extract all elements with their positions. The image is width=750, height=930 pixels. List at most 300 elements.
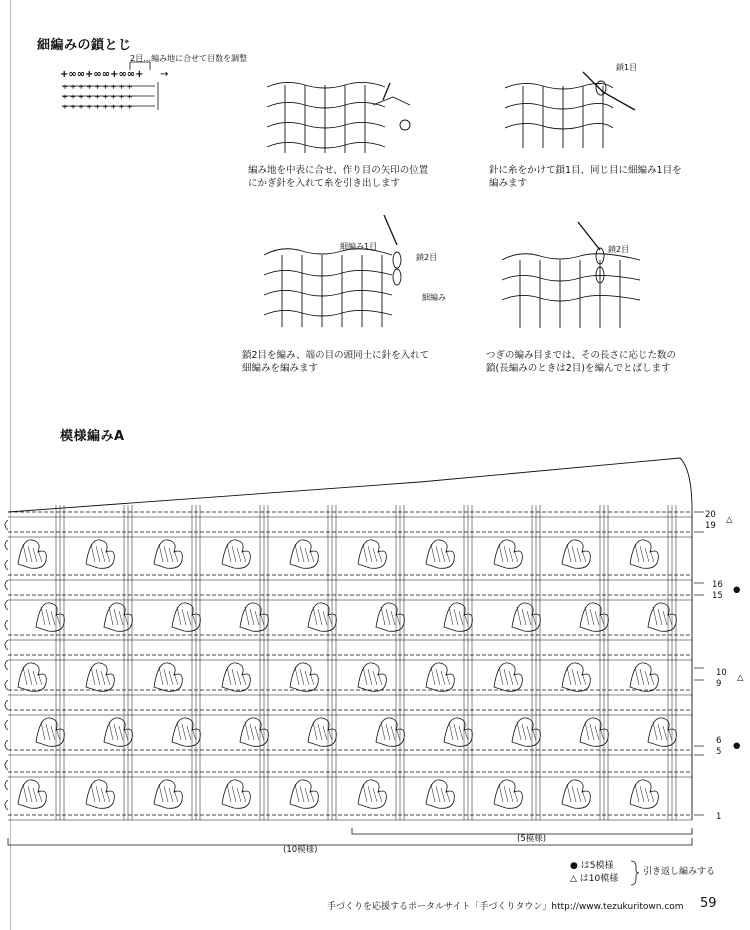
motif-stitch bbox=[295, 544, 299, 562]
motif-stitch bbox=[577, 548, 581, 562]
edge-turn bbox=[5, 580, 8, 590]
motif-stitch bbox=[595, 726, 599, 740]
motif-cluster bbox=[222, 780, 250, 808]
motif-stitch bbox=[572, 786, 576, 802]
motif-stitch bbox=[101, 788, 105, 802]
motif-stitch bbox=[300, 546, 304, 562]
motif-stitch bbox=[446, 673, 450, 685]
motif-shape bbox=[562, 663, 590, 691]
motif-stitch bbox=[51, 726, 55, 740]
motif-shape bbox=[86, 540, 114, 568]
motif-stitch bbox=[242, 790, 246, 802]
motif-stitch bbox=[46, 609, 50, 625]
section-title-pattern-a: 模様編みA bbox=[60, 429, 125, 444]
motif-stitch bbox=[323, 726, 327, 740]
motif-shape bbox=[18, 540, 46, 568]
motif-cluster bbox=[290, 780, 318, 808]
motif-stitch bbox=[577, 788, 581, 802]
motif-cluster bbox=[426, 663, 454, 691]
motif-stitch bbox=[313, 722, 317, 740]
motif-stitch bbox=[436, 546, 440, 562]
motif-stitch bbox=[567, 544, 571, 562]
motif-stitch bbox=[378, 550, 382, 562]
motif-stitch bbox=[663, 726, 667, 740]
motif-stitch bbox=[101, 671, 105, 685]
motif-cluster bbox=[494, 540, 522, 568]
motif-stitch bbox=[295, 784, 299, 802]
motif-stitch bbox=[33, 548, 37, 562]
motif-stitch bbox=[33, 671, 37, 685]
motif-stitch bbox=[600, 613, 604, 625]
motif-cluster bbox=[358, 780, 386, 808]
motif-stitch bbox=[499, 784, 503, 802]
step3-label-sc1: 細編み1目 bbox=[340, 242, 378, 251]
motif-shape bbox=[18, 663, 46, 691]
motif-cluster bbox=[562, 540, 590, 568]
legend-triangle-text: は10模様 bbox=[579, 874, 619, 884]
motif-shape bbox=[154, 780, 182, 808]
motif-stitch bbox=[464, 728, 468, 740]
legend-note: 引き返し編みする bbox=[643, 867, 716, 877]
motif-stitch bbox=[41, 607, 45, 625]
step2-caption bbox=[489, 164, 682, 190]
motif-stitch bbox=[650, 790, 654, 802]
motif-stitch bbox=[114, 609, 118, 625]
motif-cluster bbox=[426, 540, 454, 568]
step3-caption bbox=[242, 349, 429, 375]
motif-stitch bbox=[522, 609, 526, 625]
motif-stitch bbox=[653, 722, 657, 740]
edge-turn bbox=[5, 700, 8, 710]
motif-stitch bbox=[232, 546, 236, 562]
motif-shape bbox=[494, 540, 522, 568]
edge-turn bbox=[5, 520, 8, 530]
motif-stitch bbox=[514, 790, 518, 802]
row-label-6: 6 bbox=[716, 736, 722, 746]
motif-stitch bbox=[522, 724, 526, 740]
step4-caption bbox=[486, 349, 676, 375]
page-number: 59 bbox=[700, 896, 717, 911]
chart-top-edge bbox=[8, 458, 680, 512]
motif-cluster bbox=[18, 780, 46, 808]
motif-stitch bbox=[177, 722, 181, 740]
motif-shape bbox=[222, 663, 250, 691]
edge-turn bbox=[5, 680, 8, 690]
motif-stitch bbox=[514, 550, 518, 562]
motif-stitch bbox=[509, 788, 513, 802]
row-label-5: 5 bbox=[716, 747, 722, 757]
motif-stitch bbox=[318, 609, 322, 625]
motif-stitch bbox=[391, 611, 395, 625]
edge-turn bbox=[5, 600, 8, 610]
edge-turn bbox=[5, 540, 8, 550]
motif-stitch bbox=[33, 788, 37, 802]
motif-stitch bbox=[449, 607, 453, 625]
motif-stitch bbox=[441, 671, 445, 685]
motif-stitch bbox=[668, 613, 672, 625]
row-label-9: 9 bbox=[716, 679, 722, 689]
motif-cluster bbox=[562, 663, 590, 691]
motif-stitch bbox=[504, 786, 508, 802]
motif-shape bbox=[562, 780, 590, 808]
motif-stitch bbox=[509, 548, 513, 562]
motif-stitch bbox=[41, 722, 45, 740]
motif-shape bbox=[222, 540, 250, 568]
motif-stitch bbox=[373, 548, 377, 562]
motif-stitch bbox=[378, 673, 382, 685]
motif-cluster bbox=[290, 663, 318, 691]
motif-stitch bbox=[378, 790, 382, 802]
motif-shape bbox=[86, 663, 114, 691]
motif-stitch bbox=[174, 790, 178, 802]
step1-caption-line2: にかぎ針を入れて糸を引き出します bbox=[248, 178, 401, 189]
bracket-ten-repeats-label: (10模様) bbox=[283, 845, 318, 855]
motif-stitch bbox=[300, 669, 304, 685]
step4-caption-line1: つぎの編み目までは、その長さに応じた数の bbox=[486, 350, 677, 361]
motif-stitch bbox=[582, 673, 586, 685]
motif-stitch bbox=[318, 724, 322, 740]
motif-stitch bbox=[245, 607, 249, 625]
legend-brace bbox=[630, 860, 640, 886]
motif-stitch bbox=[255, 611, 259, 625]
motif-shape bbox=[562, 540, 590, 568]
motif-cluster bbox=[86, 540, 114, 568]
motif-stitch bbox=[192, 728, 196, 740]
motif-stitch bbox=[650, 673, 654, 685]
motif-stitch bbox=[245, 722, 249, 740]
motif-stitch bbox=[504, 669, 508, 685]
edge-turn bbox=[5, 800, 8, 810]
motif-cluster bbox=[154, 780, 182, 808]
motif-stitch bbox=[96, 669, 100, 685]
motif-stitch bbox=[328, 613, 332, 625]
edge-turn bbox=[5, 640, 8, 650]
motif-shape bbox=[290, 540, 318, 568]
motif-stitch bbox=[653, 607, 657, 625]
motif-stitch bbox=[96, 546, 100, 562]
step3-label-chain2: 鎖2目 bbox=[416, 253, 438, 262]
motif-stitch bbox=[232, 786, 236, 802]
motif-stitch bbox=[441, 548, 445, 562]
motif-stitch bbox=[106, 550, 110, 562]
motif-stitch bbox=[635, 544, 639, 562]
motif-cluster bbox=[426, 780, 454, 808]
motif-stitch bbox=[645, 671, 649, 685]
motif-stitch bbox=[227, 544, 231, 562]
legend bbox=[570, 860, 618, 886]
motif-stitch bbox=[250, 724, 254, 740]
motif-stitch bbox=[187, 726, 191, 740]
motif-stitch bbox=[169, 671, 173, 685]
motif-shape bbox=[358, 663, 386, 691]
motif-stitch bbox=[313, 607, 317, 625]
motif-stitch bbox=[585, 722, 589, 740]
motif-cluster bbox=[630, 780, 658, 808]
motif-stitch bbox=[368, 669, 372, 685]
step4-caption-line2: 鎖(長編みのときは2目)を編んでとばします bbox=[486, 363, 671, 374]
motif-stitch bbox=[381, 722, 385, 740]
motif-stitch bbox=[658, 724, 662, 740]
motif-stitch bbox=[46, 724, 50, 740]
svg-text:+ + + + + + + + +: + + + + + + + + + bbox=[62, 103, 133, 111]
motif-cluster bbox=[154, 540, 182, 568]
motif-stitch bbox=[169, 788, 173, 802]
motif-stitch bbox=[446, 550, 450, 562]
step3-caption-line2: 細編みを編みます bbox=[242, 363, 319, 374]
motif-stitch bbox=[431, 544, 435, 562]
motif-stitch bbox=[582, 790, 586, 802]
motif-stitch bbox=[650, 550, 654, 562]
motif-stitch bbox=[373, 671, 377, 685]
legend-dot-row bbox=[570, 860, 618, 873]
motif-stitch bbox=[640, 546, 644, 562]
motif-shape bbox=[18, 780, 46, 808]
motif-stitch bbox=[232, 669, 236, 685]
motif-shape bbox=[290, 780, 318, 808]
motif-stitch bbox=[260, 613, 264, 625]
motif-stitch bbox=[109, 607, 113, 625]
motif-stitch bbox=[514, 673, 518, 685]
motif-shape bbox=[494, 780, 522, 808]
motif-stitch bbox=[38, 550, 42, 562]
motif-stitch bbox=[527, 611, 531, 625]
motif-stitch bbox=[119, 611, 123, 625]
ten-repeat-bracket bbox=[8, 838, 692, 845]
row-label-16: 16 bbox=[712, 580, 723, 590]
motif-stitch bbox=[441, 788, 445, 802]
motif-stitch bbox=[164, 546, 168, 562]
motif-shape bbox=[290, 663, 318, 691]
motif-shape bbox=[154, 540, 182, 568]
motif-stitch bbox=[106, 673, 110, 685]
motif-cluster bbox=[86, 780, 114, 808]
motif-cluster bbox=[154, 663, 182, 691]
motif-shape bbox=[154, 663, 182, 691]
motif-stitch bbox=[305, 788, 309, 802]
motif-stitch bbox=[499, 667, 503, 685]
motif-stitch bbox=[23, 667, 27, 685]
motif-stitch bbox=[585, 607, 589, 625]
dot-legend-icon: ● bbox=[570, 861, 578, 871]
motif-stitch bbox=[182, 724, 186, 740]
step2-caption-line1: 針に糸をかけて鎖1目、同じ目に細編み1目を bbox=[489, 165, 682, 176]
motif-stitch bbox=[386, 724, 390, 740]
motif-stitch bbox=[23, 784, 27, 802]
motif-stitch bbox=[577, 671, 581, 685]
triangle-mark-20: △ bbox=[726, 515, 733, 525]
motif-stitch bbox=[23, 544, 27, 562]
motif-shape bbox=[494, 663, 522, 691]
motif-stitch bbox=[310, 790, 314, 802]
motif-stitch bbox=[38, 790, 42, 802]
motif-stitch bbox=[237, 788, 241, 802]
motif-stitch bbox=[509, 671, 513, 685]
motif-stitch bbox=[124, 613, 128, 625]
motif-stitch bbox=[368, 546, 372, 562]
motif-stitch bbox=[363, 667, 367, 685]
edge-turn bbox=[5, 660, 8, 670]
dot-mark-16: ● bbox=[733, 585, 741, 595]
mini-symbol-chart bbox=[60, 58, 180, 118]
motif-stitch bbox=[436, 786, 440, 802]
motif-stitch bbox=[363, 544, 367, 562]
motif-stitch bbox=[504, 546, 508, 562]
motif-stitch bbox=[595, 611, 599, 625]
motif-stitch bbox=[38, 673, 42, 685]
edge-turn bbox=[5, 720, 8, 730]
motif-stitch bbox=[106, 790, 110, 802]
motif-stitch bbox=[396, 613, 400, 625]
motif-stitch bbox=[499, 544, 503, 562]
motif-stitch bbox=[310, 550, 314, 562]
dot-mark-6: ● bbox=[733, 741, 741, 751]
motif-stitch bbox=[164, 786, 168, 802]
motif-stitch bbox=[572, 546, 576, 562]
motif-stitch bbox=[91, 667, 95, 685]
row-label-20: 20 bbox=[705, 510, 716, 520]
step1-illustration bbox=[265, 75, 425, 155]
triangle-mark-10: △ bbox=[737, 673, 744, 683]
motif-cluster bbox=[494, 663, 522, 691]
motif-stitch bbox=[527, 726, 531, 740]
svg-text:→: → bbox=[160, 69, 169, 80]
motif-stitch bbox=[567, 784, 571, 802]
motif-stitch bbox=[323, 611, 327, 625]
motif-stitch bbox=[227, 784, 231, 802]
step2-label-chain1: 鎖1目 bbox=[616, 63, 638, 72]
motif-stitch bbox=[159, 544, 163, 562]
motif-cluster bbox=[222, 540, 250, 568]
motif-stitch bbox=[640, 669, 644, 685]
motif-stitch bbox=[386, 609, 390, 625]
motif-stitch bbox=[187, 611, 191, 625]
motif-stitch bbox=[28, 669, 32, 685]
motif-cluster bbox=[630, 540, 658, 568]
row-label-10: 10 bbox=[716, 668, 727, 678]
motif-stitch bbox=[124, 728, 128, 740]
row-label-19: 19 bbox=[705, 521, 716, 531]
motif-cluster bbox=[630, 663, 658, 691]
motif-stitch bbox=[101, 548, 105, 562]
step1-caption bbox=[248, 164, 428, 190]
motif-stitch bbox=[159, 784, 163, 802]
motif-stitch bbox=[645, 788, 649, 802]
triangle-legend-icon: △ bbox=[570, 874, 577, 884]
step4-label-chain2: 鎖2目 bbox=[608, 245, 630, 254]
motif-stitch bbox=[91, 544, 95, 562]
motif-shape bbox=[630, 780, 658, 808]
motif-stitch bbox=[28, 786, 32, 802]
motif-stitch bbox=[310, 673, 314, 685]
motif-stitch bbox=[114, 724, 118, 740]
step3-caption-line1: 鎖2目を編み、端の目の頭同士に針を入れて bbox=[242, 350, 430, 361]
motif-stitch bbox=[109, 722, 113, 740]
motif-stitch bbox=[517, 607, 521, 625]
motif-stitch bbox=[532, 728, 536, 740]
motif-stitch bbox=[305, 548, 309, 562]
motif-stitch bbox=[663, 611, 667, 625]
motif-stitch bbox=[242, 673, 246, 685]
motif-shape bbox=[358, 540, 386, 568]
motif-stitch bbox=[96, 786, 100, 802]
motif-shape bbox=[630, 663, 658, 691]
motif-stitch bbox=[174, 673, 178, 685]
motif-stitch bbox=[454, 724, 458, 740]
motif-stitch bbox=[635, 784, 639, 802]
motif-stitch bbox=[174, 550, 178, 562]
motif-stitch bbox=[255, 726, 259, 740]
motif-stitch bbox=[635, 667, 639, 685]
motif-shape bbox=[358, 780, 386, 808]
motif-stitch bbox=[459, 611, 463, 625]
motif-stitch bbox=[237, 548, 241, 562]
motif-stitch bbox=[328, 728, 332, 740]
motif-stitch bbox=[169, 548, 173, 562]
edge-turn bbox=[5, 620, 8, 630]
motif-stitch bbox=[192, 613, 196, 625]
motif-stitch bbox=[28, 546, 32, 562]
motif-shape bbox=[86, 780, 114, 808]
motif-stitch bbox=[305, 671, 309, 685]
legend-triangle-row bbox=[570, 873, 618, 886]
motif-cluster bbox=[358, 540, 386, 568]
motif-stitch bbox=[295, 667, 299, 685]
motif-stitch bbox=[517, 722, 521, 740]
motif-stitch bbox=[600, 728, 604, 740]
motif-cluster bbox=[290, 540, 318, 568]
section-title-chain-join: 細編みの鎖とじ bbox=[37, 38, 132, 53]
motif-stitch bbox=[582, 550, 586, 562]
motif-stitch bbox=[391, 726, 395, 740]
motif-stitch bbox=[436, 669, 440, 685]
row-label-1: 1 bbox=[716, 812, 722, 822]
step3-label-sc: 細編み bbox=[422, 293, 446, 302]
mini-chart-note: 2目…編み地に合せて目数を調整 bbox=[130, 54, 248, 63]
legend-dot-text: は5模様 bbox=[580, 861, 614, 871]
step2-caption-line2: 編みます bbox=[489, 178, 528, 189]
motif-stitch bbox=[567, 667, 571, 685]
motif-stitch bbox=[177, 607, 181, 625]
svg-text:+∞∞+∞∞+∞∞+: +∞∞+∞∞+∞∞+ bbox=[60, 69, 144, 80]
edge-turn bbox=[5, 760, 8, 770]
motif-stitch bbox=[590, 724, 594, 740]
motif-cluster bbox=[222, 663, 250, 691]
motif-shape bbox=[222, 780, 250, 808]
motif-stitch bbox=[381, 607, 385, 625]
motif-shape bbox=[426, 780, 454, 808]
motif-cluster bbox=[562, 780, 590, 808]
motif-shape bbox=[426, 540, 454, 568]
motif-stitch bbox=[572, 669, 576, 685]
step1-caption-line1: 編み地を中表に合せ、作り目の矢印の位置 bbox=[248, 165, 429, 176]
motif-stitch bbox=[159, 667, 163, 685]
motif-stitch bbox=[250, 609, 254, 625]
motif-stitch bbox=[464, 613, 468, 625]
motif-shape bbox=[426, 663, 454, 691]
motif-stitch bbox=[454, 609, 458, 625]
pattern-chart bbox=[0, 450, 700, 845]
motif-cluster bbox=[494, 780, 522, 808]
edge-turn bbox=[5, 560, 8, 570]
motif-stitch bbox=[182, 609, 186, 625]
step3-illustration bbox=[262, 215, 422, 330]
motif-shape bbox=[630, 540, 658, 568]
motif-stitch bbox=[431, 667, 435, 685]
edge-turn bbox=[5, 740, 8, 750]
bracket-five-repeats-label: (5模様) bbox=[517, 834, 547, 844]
motif-stitch bbox=[459, 726, 463, 740]
motif-cluster bbox=[358, 663, 386, 691]
